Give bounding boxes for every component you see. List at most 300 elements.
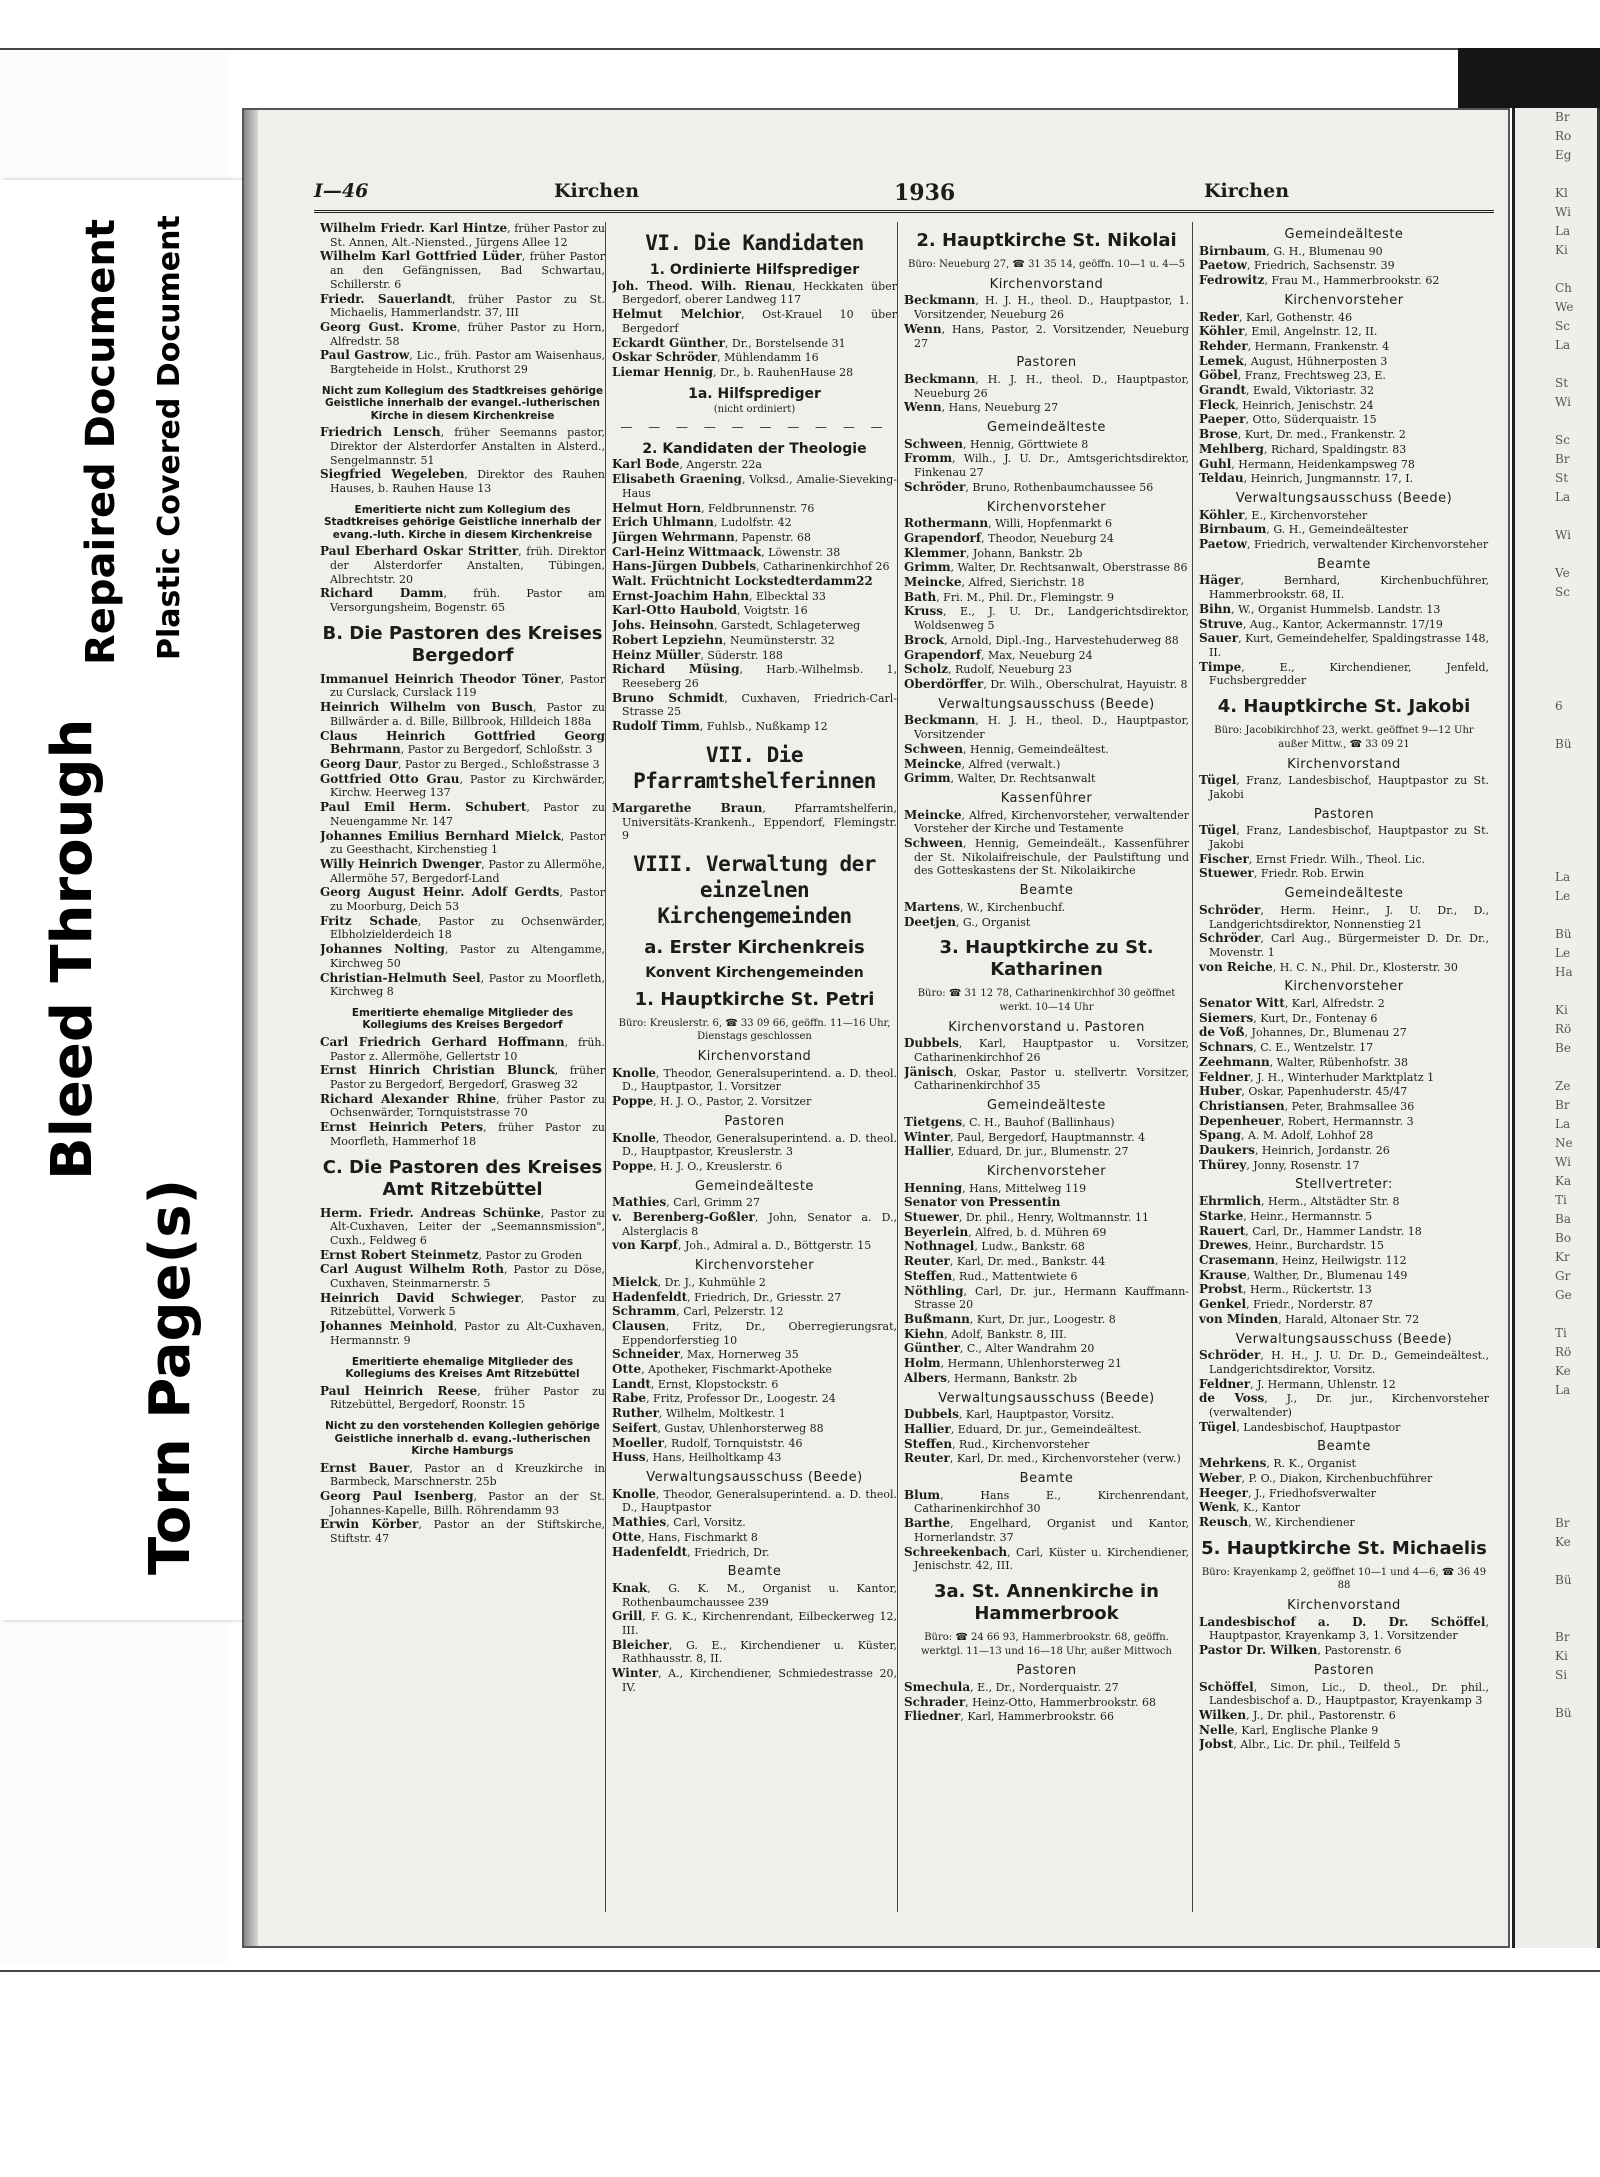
entry-name: Karl Bode xyxy=(612,457,680,472)
next-page-fragment: Ti xyxy=(1555,1193,1567,1207)
entry-name: Reusch xyxy=(1199,1514,1249,1529)
directory-entry: Rudolf Timm, Fuhlsb., Nußkamp 12 xyxy=(612,719,828,734)
directory-entry: Georg Gust. Krome, früher Pastor zu Horn, Alfredstr. 58 xyxy=(320,319,605,348)
group-heading: Kirchenvorsteher xyxy=(1284,292,1404,308)
entry-name: Zeehmann xyxy=(1199,1054,1270,1069)
subsection-heading: Konvent Kirchengemeinden xyxy=(645,964,864,981)
entry-name: Krause xyxy=(1199,1267,1247,1282)
entry-name: Ernst Hinrich Christian Blunck xyxy=(320,1063,555,1078)
entry-name: Willy Heinrich Dwenger xyxy=(320,856,482,871)
directory-entry: Jürgen Wehrmann, Papenstr. 68 xyxy=(612,529,811,544)
next-page-fragment: Br xyxy=(1555,1098,1570,1112)
next-page-fragment xyxy=(1515,1457,1600,1476)
directory-entry: Birnbaum, G. H., Blumenau 90 xyxy=(1199,243,1383,258)
next-page-fragment xyxy=(1515,1609,1600,1628)
directory-entry: Schramm, Carl, Pelzerstr. 12 xyxy=(612,1304,784,1319)
entry-name: Mehlberg xyxy=(1199,441,1264,456)
directory-entry: Jänisch, Oskar, Pastor u. stellvertr. Vorsitzer, Catharinenkirchhof 35 xyxy=(904,1064,1189,1093)
next-page-fragment: Sc xyxy=(1555,585,1570,599)
entry-name: Kruss xyxy=(904,604,943,619)
label-torn-pages: Torn Page(s) xyxy=(138,1178,203,1575)
entry-name: Crasemann xyxy=(1199,1253,1275,1267)
entry-name: Stuewer xyxy=(904,1210,959,1225)
directory-entry: Beckmann, H. J. H., theol. D., Hauptpastor, Vorsitzender xyxy=(904,713,1189,742)
office-info: (nicht ordiniert) xyxy=(713,404,796,416)
entry-name: Starke xyxy=(1199,1208,1244,1223)
directory-entry: Beckmann, H. J. H., theol. D., Hauptpastor, Neueburg 26 xyxy=(904,371,1189,400)
next-page-fragment: La xyxy=(1555,224,1571,238)
entry-name: Schreekenbach xyxy=(904,1544,1008,1559)
directory-entry: Günther, C., Alter Wandrahm 20 xyxy=(904,1341,1095,1356)
entry-name: Ernst-Joachim Hahn xyxy=(612,588,749,603)
directory-entry: Struve, Aug., Kantor, Ackermannstr. 17/19 xyxy=(1199,616,1443,631)
directory-entry: Mielck, Dr. J., Kuhmühle 2 xyxy=(612,1274,766,1289)
entry-name: Knolle xyxy=(612,1065,656,1080)
entry-name: Immanuel Heinrich Theodor Töner xyxy=(320,671,561,686)
directory-entry: Lemek, August, Hühnerposten 3 xyxy=(1199,353,1388,368)
entry-name: Barthe xyxy=(904,1516,951,1531)
directory-entry: Ehrmlich, Herm., Altstädter Str. 8 xyxy=(1199,1194,1400,1209)
directory-entry: Brock, Arnold, Dipl.-Ing., Harvestehuderweg 88 xyxy=(904,632,1179,647)
directory-entry: Scholz, Rudolf, Neueburg 23 xyxy=(904,662,1072,677)
entry-name: Günther xyxy=(904,1341,960,1356)
entry-name: Liemar Hennig xyxy=(612,364,713,379)
directory-entry: Ernst Bauer, Pastor an d Kreuzkirche in Barmbeck, Marschnerstr. 25b xyxy=(320,1460,605,1489)
next-page-fragment xyxy=(1515,355,1600,374)
directory-entry: Birnbaum, G. H., Gemeindeältester xyxy=(1199,522,1409,537)
entry-name: Reuter xyxy=(904,1254,950,1269)
entry-name: Dubbels xyxy=(904,1036,959,1051)
entry-name: Dubbels xyxy=(904,1407,959,1422)
directory-entry: Johannes Nolting, Pastor zu Altengamme, Kirchweg 50 xyxy=(320,942,605,970)
directory-entry: Zeehmann, Walter, Rübenhofstr. 38 xyxy=(1199,1054,1408,1069)
entry-name: Steffen xyxy=(904,1268,953,1283)
entry-name: Erwin Körber xyxy=(320,1517,419,1532)
group-heading: Verwaltungsausschuss (Beede) xyxy=(938,696,1155,712)
directory-entry: Drewes, Heinr., Burchardstr. 15 xyxy=(1199,1238,1384,1253)
entry-name: Seifert xyxy=(612,1420,658,1435)
entry-name: Schröder xyxy=(1199,931,1261,946)
entry-name: Ernst Robert Steinmetz xyxy=(320,1247,479,1262)
entry-name: Oberdörffer xyxy=(904,676,984,691)
directory-entry: de Voß, Johannes, Dr., Blumenau 27 xyxy=(1199,1025,1407,1040)
directory-entry: Grimm, Walter, Dr. Rechtsanwalt, Oberstrasse 86 xyxy=(904,560,1188,575)
directory-entry: von Reiche, H. C. N., Phil. Dr., Klosterstr. 30 xyxy=(1199,959,1458,974)
entry-name: Poppe xyxy=(612,1158,654,1173)
next-page-fragment xyxy=(1515,1590,1600,1609)
entry-name: Grimm xyxy=(904,560,951,575)
directory-entry: Beckmann, H. J. H., theol. D., Hauptpastor, 1. Vorsitzender, Neueburg 26 xyxy=(904,293,1189,322)
entry-name: Jobst xyxy=(1199,1737,1234,1752)
entry-name: von Minden xyxy=(1199,1311,1279,1326)
next-page-fragment xyxy=(1515,1400,1600,1419)
chapter-heading: VI. Die Kandidaten xyxy=(645,231,864,255)
entry-name: Herm. Friedr. Andreas Schünke xyxy=(320,1205,541,1220)
entry-name: Ruther xyxy=(612,1406,659,1421)
directory-entry: Georg August Heinr. Adolf Gerdts, Pastor zu Moorburg, Deich 53 xyxy=(320,885,605,914)
directory-entry: Seifert, Gustav, Uhlenhorsterweg 88 xyxy=(612,1420,824,1435)
next-page-fragment: Ha xyxy=(1555,965,1573,979)
next-page-fragment: Rö xyxy=(1555,1022,1572,1036)
directory-entry: Spang, A. M. Adolf, Lohhof 28 xyxy=(1199,1128,1374,1143)
entry-name: Probst xyxy=(1199,1282,1244,1297)
directory-entry: Ernst Heinrich Peters, früher Pastor zu Moorfleth, Hammerhof 18 xyxy=(320,1120,605,1148)
directory-entry: Richard Alexander Rhine, früher Pastor zu Ochsenwärder, Tornquiststrasse 70 xyxy=(320,1091,605,1120)
directory-entry: Rabe, Fritz, Professor Dr., Loogestr. 24 xyxy=(612,1391,836,1406)
directory-entry: Immanuel Heinrich Theodor Töner, Pastor zu Curslack, Curslack 119 xyxy=(320,671,605,700)
directory-entry: Martens, W., Kirchenbuchf. xyxy=(904,899,1066,914)
directory-entry: Johs. Heinsohn, Garstedt, Schlageterweg xyxy=(612,618,861,633)
category-note: Nicht zum Kollegium des Stadtkreises gehörige Geistliche innerhalb der evangel.-lutherischen Kirche in diesem Kirchenkreise xyxy=(321,384,604,422)
entry-name: Grapendorf xyxy=(904,530,981,545)
entry-name: Weber xyxy=(1199,1470,1242,1485)
group-heading: Pastoren xyxy=(1313,1662,1375,1678)
directory-entry: Paul Eberhard Oskar Stritter, früh. Direktor der Alsterdorfer Anstalten, Tübingen, Albrechtstr. 20 xyxy=(320,544,605,586)
entry-name: Winter xyxy=(612,1666,659,1681)
entry-name: Pastor Dr. Wilken xyxy=(1199,1643,1318,1658)
directory-entry: Richard Damm, früh. Pastor am Versorgungsheim, Bogenstr. 65 xyxy=(320,586,605,615)
directory-entry: Schnars, C. E., Wentzelstr. 17 xyxy=(1199,1040,1374,1055)
next-page-fragment xyxy=(1515,1305,1600,1324)
entry-name: Fleck xyxy=(1199,397,1236,412)
directory-entry: Oskar Schröder, Mühlendamm 16 xyxy=(612,350,819,365)
entry-name: Georg Paul Isenberg xyxy=(320,1488,474,1503)
directory-entry: Willy Heinrich Dwenger, Pastor zu Allermöhe, Allermöhe 57, Bergedorf-Land xyxy=(320,856,605,885)
entry-name: Henning xyxy=(904,1180,963,1195)
entry-name: Walt. Früchtnicht Lockstedterdamm22 xyxy=(612,574,873,589)
entry-name: Schramm xyxy=(612,1304,677,1319)
next-page-fragment xyxy=(1515,621,1600,640)
next-page-fragment: Rö xyxy=(1555,1345,1572,1359)
next-page-fragment: Bü xyxy=(1555,927,1572,941)
entry-name: Richard Müsing xyxy=(612,662,740,677)
next-page-fragment xyxy=(1515,1058,1600,1077)
directory-entry: Meincke, Alfred, Kirchenvorsteher, verwaltender Vorsteher der Kirche und Testamente xyxy=(904,807,1189,836)
next-page-fragment xyxy=(1515,906,1600,925)
directory-entry: Poppe, H. J. O., Pastor, 2. Vorsitzer xyxy=(612,1094,812,1109)
directory-entry: Reuter, Karl, Dr. med., Bankstr. 44 xyxy=(904,1254,1106,1269)
directory-entry: Herm. Friedr. Andreas Schünke, Pastor zu Alt-Cuxhaven, Leiter der „Seemannsmission", Cuxh., Feldweg 6 xyxy=(320,1205,605,1247)
group-heading: Pastoren xyxy=(1016,355,1077,371)
directory-entry: Wenk, K., Kantor xyxy=(1199,1500,1301,1515)
next-page-fragment: Ch xyxy=(1555,281,1572,295)
category-note: Nicht zu den vorstehenden Kollegien gehörige Geistliche innerhalb d. evang.-lutherischen Kirche Hamburgs xyxy=(325,1420,600,1457)
directory-entry: Gottfried Otto Grau, Pastor zu Kirchwärder, Kirchw. Heerweg 137 xyxy=(320,771,605,800)
column-4 xyxy=(1199,222,1489,1922)
column-rule-1 xyxy=(605,222,606,1912)
label-plastic-covered: Plastic Covered Document xyxy=(152,215,187,660)
next-page-fragment xyxy=(1515,754,1600,773)
group-heading: Verwaltungsausschuss (Beede) xyxy=(1235,1331,1453,1347)
directory-entry: v. Berenberg-Goßler, John, Senator a. D., Alsterglacis 8 xyxy=(612,1210,897,1238)
directory-entry: Stuewer, Friedr. Rob. Erwin xyxy=(1199,866,1365,881)
entry-name: Senator von Pressentin xyxy=(904,1195,1061,1210)
group-heading: Gemeindeälteste xyxy=(1284,886,1404,902)
entry-name: Wilhelm Karl Gottfried Lüder xyxy=(320,249,522,264)
group-heading: Pastoren xyxy=(1016,1663,1077,1679)
entry-name: Schnars xyxy=(1199,1040,1254,1055)
directory-entry: Paul Emil Herm. Schubert, Pastor zu Neuengamme Nr. 147 xyxy=(320,800,605,828)
directory-entry: Karl Bode, Angerstr. 22a xyxy=(612,457,762,472)
group-heading: Pastoren xyxy=(724,1113,785,1129)
directory-entry: Bruno Schmidt, Cuxhaven, Friedrich-Carl-Strasse 25 xyxy=(612,690,897,719)
directory-entry: Guhl, Hermann, Heidenkampsweg 78 xyxy=(1199,456,1415,471)
entry-name: Hallier xyxy=(904,1144,951,1159)
entry-name: Bußmann xyxy=(904,1312,970,1326)
directory-entry: Klemmer, Johann, Bankstr. 2b xyxy=(904,545,1083,560)
column-rule-3 xyxy=(1192,222,1193,1912)
directory-entry: de Voss, J., Dr. jur., Kirchenvorsteher (verwaltender) xyxy=(1199,1391,1489,1420)
entry-name: Knolle xyxy=(612,1130,656,1145)
entry-name: Helmut Melchior xyxy=(612,307,742,322)
directory-entry: Paul Gastrow, Lic., früh. Pastor am Waisenhaus, Bargteheide in Holst., Kruthorst 29 xyxy=(320,348,605,377)
next-page-fragment: Wi xyxy=(1555,528,1571,542)
entry-name: von Reiche xyxy=(1199,959,1273,974)
directory-entry: Albers, Hermann, Bankstr. 2b xyxy=(904,1370,1078,1385)
entry-name: Carl August Wilhelm Roth xyxy=(320,1262,505,1277)
subsection-heading: 1a. Hilfsprediger xyxy=(688,385,821,402)
directory-entry: Thürey, Jonny, Rosenstr. 17 xyxy=(1199,1157,1360,1172)
entry-name: Schween xyxy=(904,436,964,451)
next-page-fragment: We xyxy=(1555,300,1574,314)
entry-name: Heinrich David Schwieger xyxy=(320,1290,521,1305)
directory-entry: Häger, Bernhard, Kirchenbuchführer, Hammerbrookstr. 68, II. xyxy=(1199,573,1489,602)
header-year: 1936 xyxy=(894,180,956,206)
directory-entry: Fritz Schade, Pastor zu Ochsenwärder, Elbholzielderdeich 18 xyxy=(320,913,605,942)
directory-entry: Paeper, Otto, Süderquaistr. 15 xyxy=(1199,412,1377,427)
directory-entry: Holm, Hermann, Uhlenhorsterweg 21 xyxy=(904,1356,1122,1371)
entry-name: Drewes xyxy=(1199,1238,1249,1253)
next-page-fragment: La xyxy=(1555,1117,1571,1131)
entry-name: Bath xyxy=(904,589,937,604)
group-heading: Kirchenvorsteher xyxy=(1284,979,1404,995)
directory-entry: Winter, Paul, Bergedorf, Hauptmannstr. 4 xyxy=(904,1129,1146,1144)
directory-entry: Knak, G. K. M., Organist u. Kantor, Rothenbaumchaussee 239 xyxy=(612,1580,897,1609)
directory-entry: Ernst Robert Steinmetz, Pastor zu Groden xyxy=(320,1247,583,1262)
directory-entry: Hadenfeldt, Friedrich, Dr., Griesstr. 27 xyxy=(612,1289,842,1304)
group-heading: Verwaltungsausschuss (Beede) xyxy=(646,1470,863,1485)
directory-entry: Nothnagel, Ludw., Bankstr. 68 xyxy=(904,1239,1085,1254)
group-heading: Gemeindeälteste xyxy=(1284,227,1404,242)
section-heading: a. Erster Kirchenkreis xyxy=(644,936,865,958)
entry-name: Mehrkens xyxy=(1199,1456,1267,1471)
directory-entry: Johannes Emilius Bernhard Mielck, Pastor zu Geesthacht, Kirchenstieg 1 xyxy=(320,828,605,857)
entry-name: Gottfried Otto Grau xyxy=(320,771,460,786)
entry-name: Landt xyxy=(612,1376,651,1391)
directory-entry xyxy=(904,1196,1189,1210)
entry-name: Grimm xyxy=(904,771,951,786)
entry-name: Mathies xyxy=(612,1195,667,1210)
next-page-fragment: Kr xyxy=(1555,1250,1570,1264)
directory-entry: Rothermann, Willi, Hopfenmarkt 6 xyxy=(904,516,1113,531)
directory-entry: Dubbels, Karl, Hauptpastor u. Vorsitzer, Catharinenkirchhof 26 xyxy=(904,1036,1189,1065)
entry-name: Feldner xyxy=(1199,1376,1251,1391)
next-page-fragment: Bü xyxy=(1555,737,1572,751)
next-page-fragment xyxy=(1515,1552,1600,1571)
office-info: Büro: ☎ 31 12 78, Catharinenkirchhof 30 geöffnet werkt. 10—14 Uhr xyxy=(917,988,1176,1013)
directory-entry: Eckardt Günther, Dr., Borstelsende 31 xyxy=(612,335,846,350)
label-repaired-document: Repaired Document xyxy=(78,219,124,665)
next-page-fragment xyxy=(1515,412,1600,431)
directory-entry: Bußmann, Kurt, Dr. jur., Loogestr. 8 xyxy=(904,1312,1116,1326)
entry-name: Birnbaum xyxy=(1199,522,1267,537)
directory-entry: Senator Witt, Karl, Alfredstr. 2 xyxy=(1199,996,1385,1011)
entry-name: Karl-Otto Haubold xyxy=(612,603,737,618)
entry-name: Steffen xyxy=(904,1436,953,1451)
directory-entry: Paetow, Friedrich, verwaltender Kirchenvorsteher xyxy=(1199,537,1489,552)
next-page-fragment: Ro xyxy=(1555,129,1572,143)
entry-name: Otte xyxy=(612,1529,642,1544)
section-heading: 5. Hauptkirche St. Michaelis xyxy=(1201,1537,1487,1559)
directory-entry: Hadenfeldt, Friedrich, Dr. xyxy=(612,1544,770,1559)
directory-entry: Carl Friedrich Gerhard Hoffmann, früh. Pastor z. Allermöhe, Gellertstr 10 xyxy=(320,1034,605,1063)
scan-dark-corner xyxy=(1458,48,1600,108)
next-page-fragment xyxy=(1515,982,1600,1001)
section-heading: 4. Hauptkirche St. Jakobi xyxy=(1217,696,1471,718)
entry-name: Heinz Müller xyxy=(612,647,701,662)
entry-name: Sauer xyxy=(1199,631,1239,646)
next-page-fragment xyxy=(1515,678,1600,697)
entry-name: Grandt xyxy=(1199,383,1247,398)
directory-entry: Mathies, Carl, Grimm 27 xyxy=(612,1195,760,1210)
next-page-fragment xyxy=(1515,507,1600,526)
entry-name: Rauert xyxy=(1199,1223,1246,1238)
entry-name: Christian-Helmuth Seel xyxy=(320,970,481,985)
directory-entry: Claus Heinrich Gottfried Georg Behrmann, Pastor zu Bergedorf, Schloßstr. 3 xyxy=(320,728,605,757)
next-page-fragment: Bü xyxy=(1555,1573,1572,1587)
directory-entry: Erich Uhlmann, Ludolfstr. 42 xyxy=(612,515,792,530)
directory-entry: Carl August Wilhelm Roth, Pastor zu Döse, Cuxhaven, Steinmarnerstr. 5 xyxy=(320,1262,605,1291)
directory-entry: Schreekenbach, Carl, Küster u. Kirchendiener, Jenischstr. 42, III. xyxy=(904,1544,1189,1573)
next-page-fragment: Wi xyxy=(1555,1155,1571,1169)
group-heading: Beamte xyxy=(1019,1471,1074,1487)
directory-entry: Fleck, Heinrich, Jenischstr. 24 xyxy=(1199,397,1374,412)
header-right-title: Kirchen xyxy=(1204,180,1290,202)
directory-entry: Feldner, J. Hermann, Uhlenstr. 12 xyxy=(1199,1376,1396,1391)
directory-entry: Grapendorf, Theodor, Neueburg 24 xyxy=(904,530,1114,545)
entry-name: Struve xyxy=(1199,616,1243,631)
entry-name: Bihn xyxy=(1199,601,1232,616)
directory-entry: Feldner, J. H., Winterhuder Marktplatz 1 xyxy=(1199,1069,1435,1084)
directory-entry: Göbel, Franz, Frechtsweg 23, E. xyxy=(1199,368,1386,383)
entry-name: de Voss xyxy=(1199,1391,1265,1406)
entry-name: Hadenfeldt xyxy=(612,1289,688,1304)
newspaper-page xyxy=(242,108,1510,1948)
directory-entry: Erwin Körber, Pastor an der Stiftskirche, Stiftstr. 47 xyxy=(320,1517,605,1546)
directory-entry: Robert Lepziehn, Neumünsterstr. 32 xyxy=(612,632,835,647)
entry-name: Brock xyxy=(904,632,945,647)
next-page-fragment xyxy=(1515,811,1600,830)
section-heading: C. Die Pastoren des Kreises Amt Ritzebüttel xyxy=(322,1156,603,1200)
entry-name: Grapendorf xyxy=(904,647,981,662)
entry-name: Tügel xyxy=(1199,1419,1237,1434)
entry-name: Paetow xyxy=(1199,537,1247,552)
entry-name: Scholz xyxy=(904,662,949,677)
directory-entry: Sauer, Kurt, Gemeindehelfer, Spaldingstrasse 148, II. xyxy=(1199,631,1489,659)
entry-name: Wenn xyxy=(904,400,942,415)
entry-name: Klemmer xyxy=(904,545,966,560)
next-page-fragment xyxy=(1515,165,1600,184)
entry-name: Elisabeth Graening xyxy=(612,472,742,487)
damage-target-card xyxy=(0,180,250,1620)
next-page-fragment: La xyxy=(1555,338,1571,352)
column-2 xyxy=(612,222,897,1922)
entry-name: Fedrowitz xyxy=(1199,273,1265,288)
entry-name: Schröder xyxy=(1199,902,1261,917)
entry-name: Schrader xyxy=(904,1694,966,1709)
entry-name: Blum xyxy=(904,1487,941,1502)
directory-entry: Clausen, Fritz, Dr., Oberregierungsrat, Eppendorferstieg 10 xyxy=(612,1318,897,1347)
next-page-fragment xyxy=(1515,260,1600,279)
entry-name: Smechula xyxy=(904,1680,971,1695)
next-page-fragment xyxy=(1515,1438,1600,1457)
group-heading: Kirchenvorsteher xyxy=(986,499,1107,515)
directory-entry: Nöthling, Carl, Dr. jur., Hermann Kauffmann-Strasse 20 xyxy=(904,1283,1189,1312)
directory-entry: Mathies, Carl, Vorsitz. xyxy=(612,1515,746,1530)
entry-name: Heeger xyxy=(1199,1485,1248,1500)
entry-name: Huss xyxy=(612,1450,646,1465)
group-heading: Beamte xyxy=(727,1564,782,1580)
next-page-fragment xyxy=(1515,1419,1600,1438)
entry-name: Carl-Heinz Wittmaack xyxy=(612,544,762,559)
group-heading: Gemeindeälteste xyxy=(695,1178,814,1194)
next-page-fragment xyxy=(1515,716,1600,735)
next-page-fragment: La xyxy=(1555,490,1571,504)
directory-entry: Wilken, J., Dr. phil., Pastorenstr. 6 xyxy=(1199,1707,1396,1722)
entry-name: Margarethe Braun xyxy=(612,800,763,815)
entry-name: Fliedner xyxy=(904,1709,961,1724)
chapter-heading: VII. Die Pfarramtshelferinnen xyxy=(633,742,876,793)
group-heading: Verwaltungsausschuss (Beede) xyxy=(1235,490,1453,506)
entry-name: Grill xyxy=(612,1609,643,1624)
entry-name: Schween xyxy=(904,741,964,756)
directory-entry: Ernst-Joachim Hahn, Elbecktal 33 xyxy=(612,588,826,603)
next-page-fragment xyxy=(1515,773,1600,792)
entry-name: Nothnagel xyxy=(904,1239,975,1254)
next-page-fragment: Ge xyxy=(1555,1288,1572,1302)
next-page-fragment: St xyxy=(1555,471,1569,485)
entry-name: Göbel xyxy=(1199,368,1238,383)
group-heading: Kirchenvorstand xyxy=(1287,756,1401,772)
next-page-fragment: Ze xyxy=(1555,1079,1571,1093)
next-page-fragment: Ka xyxy=(1555,1174,1572,1188)
directory-entry: Schröder, Herm. Heinr., J. U. Dr., D., Landgerichtsdirektor, Nonnenstieg 21 xyxy=(1199,902,1489,931)
directory-entry: Schween, Hennig, Görttwiete 8 xyxy=(904,436,1089,451)
group-heading: Beamte xyxy=(1019,883,1074,899)
entry-name: Helmut Horn xyxy=(612,500,702,515)
directory-entry: Smechula, E., Dr., Norderquaistr. 27 xyxy=(904,1680,1119,1695)
entry-name: Senator Witt xyxy=(1199,996,1285,1011)
entry-name: Johs. Heinsohn xyxy=(612,618,714,633)
next-page-fragment: Sc xyxy=(1555,319,1570,333)
directory-entry: Helmut Melchior, Ost-Krauel 10 über Bergedorf xyxy=(612,307,897,335)
directory-entry: Steffen, Rud., Mattentwiete 6 xyxy=(904,1268,1078,1283)
subsection-heading: 1. Ordinierte Hilfsprediger xyxy=(649,262,860,278)
next-page-fragment: Be xyxy=(1555,1041,1571,1055)
entry-name: Ernst Heinrich Peters xyxy=(320,1120,483,1135)
entry-name: Hans-Jürgen Dubbels xyxy=(612,559,757,574)
entry-name: Richard Alexander Rhine xyxy=(320,1091,497,1106)
entry-name: Erich Uhlmann xyxy=(612,515,714,530)
directory-entry: Bath, Fri. M., Phil. Dr., Flemingstr. 9 xyxy=(904,589,1115,604)
office-info: Büro: Neueburg 27, ☎ 31 35 14, geöffn. 10—1 u. 4—5 xyxy=(907,259,1185,270)
directory-entry: Nelle, Karl, Englische Planke 9 xyxy=(1199,1722,1379,1737)
dash-separator: — — — — — — — — — — xyxy=(620,420,889,435)
next-page-fragment: Br xyxy=(1555,452,1570,466)
entry-name: Otte xyxy=(612,1362,642,1377)
entry-name: v. Berenberg-Goßler xyxy=(612,1210,755,1225)
entry-name: Poppe xyxy=(612,1094,654,1109)
